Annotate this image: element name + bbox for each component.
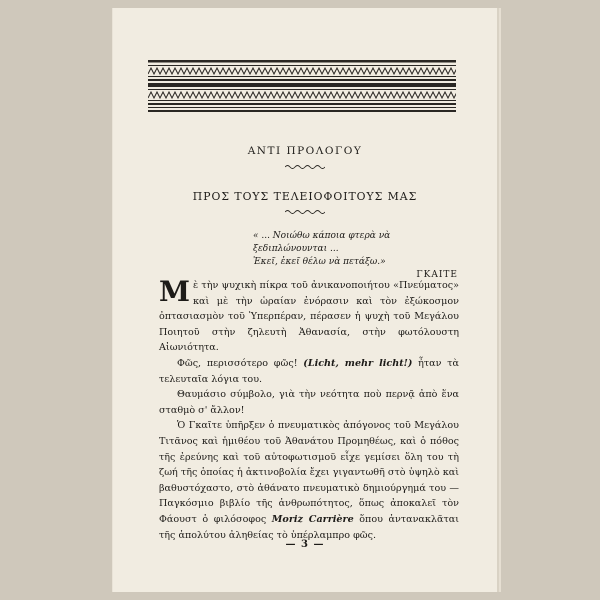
paragraph-text: ὅπου ἀντανακλᾶται τῆς ἀπολύτου ἀληθείας τὸ ὑπέρλαμπρο φῶς.	[159, 513, 460, 541]
page-number: — 3 —	[285, 539, 325, 550]
drop-cap: Μ	[159, 275, 190, 308]
emphasis-text: Moriz Carrière	[271, 513, 354, 525]
paragraph	[159, 356, 459, 387]
epigraph-line: Ἐκεῖ, ἐκεῖ θέλω νὰ πετάξω.»	[253, 257, 386, 267]
paragraph-text: Ὁ Γκαῖτε ὑπῆρξεν ὁ πνευματικὸς ἀπόγονος τοῦ Μεγάλου Τιτᾶνος καὶ ἡμιθέου τοῦ Ἀθανάτου Προμηθέως, καὶ ὁ πόθος τῆς ἐρεύνης καὶ τοῦ αὐτοφωτισμοῦ εἶχε γεμίσει ὅλη του τὴ ζωή τῆς ὁποίας ἡ ἀκτινοβολία ἔχει γιγαντωθῆ στὸ ὑψηλὸ καὶ βαθυστόχαστο, στὸ ἀθάνατο πνευματικὸ δημιούργημά του — Παγκόσμιο βιβλίο τῆς ἀνθρωπότητος, ὅπως ἀποκαλεῖ τὸν Φάουστ ὁ φιλόσοφος	[159, 420, 459, 525]
paragraph-text: Φῶς, περισσότερο φῶς!	[177, 357, 304, 369]
decorative-header-border	[148, 60, 456, 112]
section-heading: ΑΝΤΙ ΠΡΟΛΟΓΟΥ	[247, 145, 363, 157]
subheading-flourish	[285, 209, 325, 215]
heading-flourish	[285, 164, 325, 170]
epigraph-line: « ... Νοιώθω κάποια φτερὰ νὰ ξεδιπλώνουνται ...	[253, 231, 391, 254]
epigraph	[253, 230, 458, 282]
paragraph-text: ὲ τὴν ψυχικὴ πίκρα τοῦ ἀνικανοποιήτου «Πνεύματος» καὶ μὲ τὴν ὡραίαν ἐνόρασιν καὶ τὸν ἐξώκοσμον ὀπτασιασμὸν τοῦ Ὑπερπέραν, πέρασεν ἡ ψυχὴ τοῦ Μεγάλου Ποιητοῦ στὴν ζηλευτὴ Ἀθανασία, στὴν φωτόλουστη Αἰωνιότητα.	[159, 280, 459, 354]
emphasis-text: (Licht, mehr licht!)	[303, 357, 413, 369]
paragraph-text: ἦταν τὰ τελευταῖα λόγια του.	[159, 357, 459, 385]
book-page	[113, 8, 497, 592]
paragraph: Θαυμάσιο σύμβολο, γιὰ τὴν νεότητα ποὺ περνᾷ ἀπὸ ἕνα σταθμὸ σ' ἄλλον!	[159, 389, 459, 416]
epigraph-author: ΓΚΑΙΤΕ	[416, 270, 458, 280]
paragraph	[159, 418, 459, 543]
section-subheading: ΠΡΟΣ ΤΟΥΣ ΤΕΛΕΙΟΦΟΙΤΟΥΣ ΜΑΣ	[192, 190, 418, 203]
